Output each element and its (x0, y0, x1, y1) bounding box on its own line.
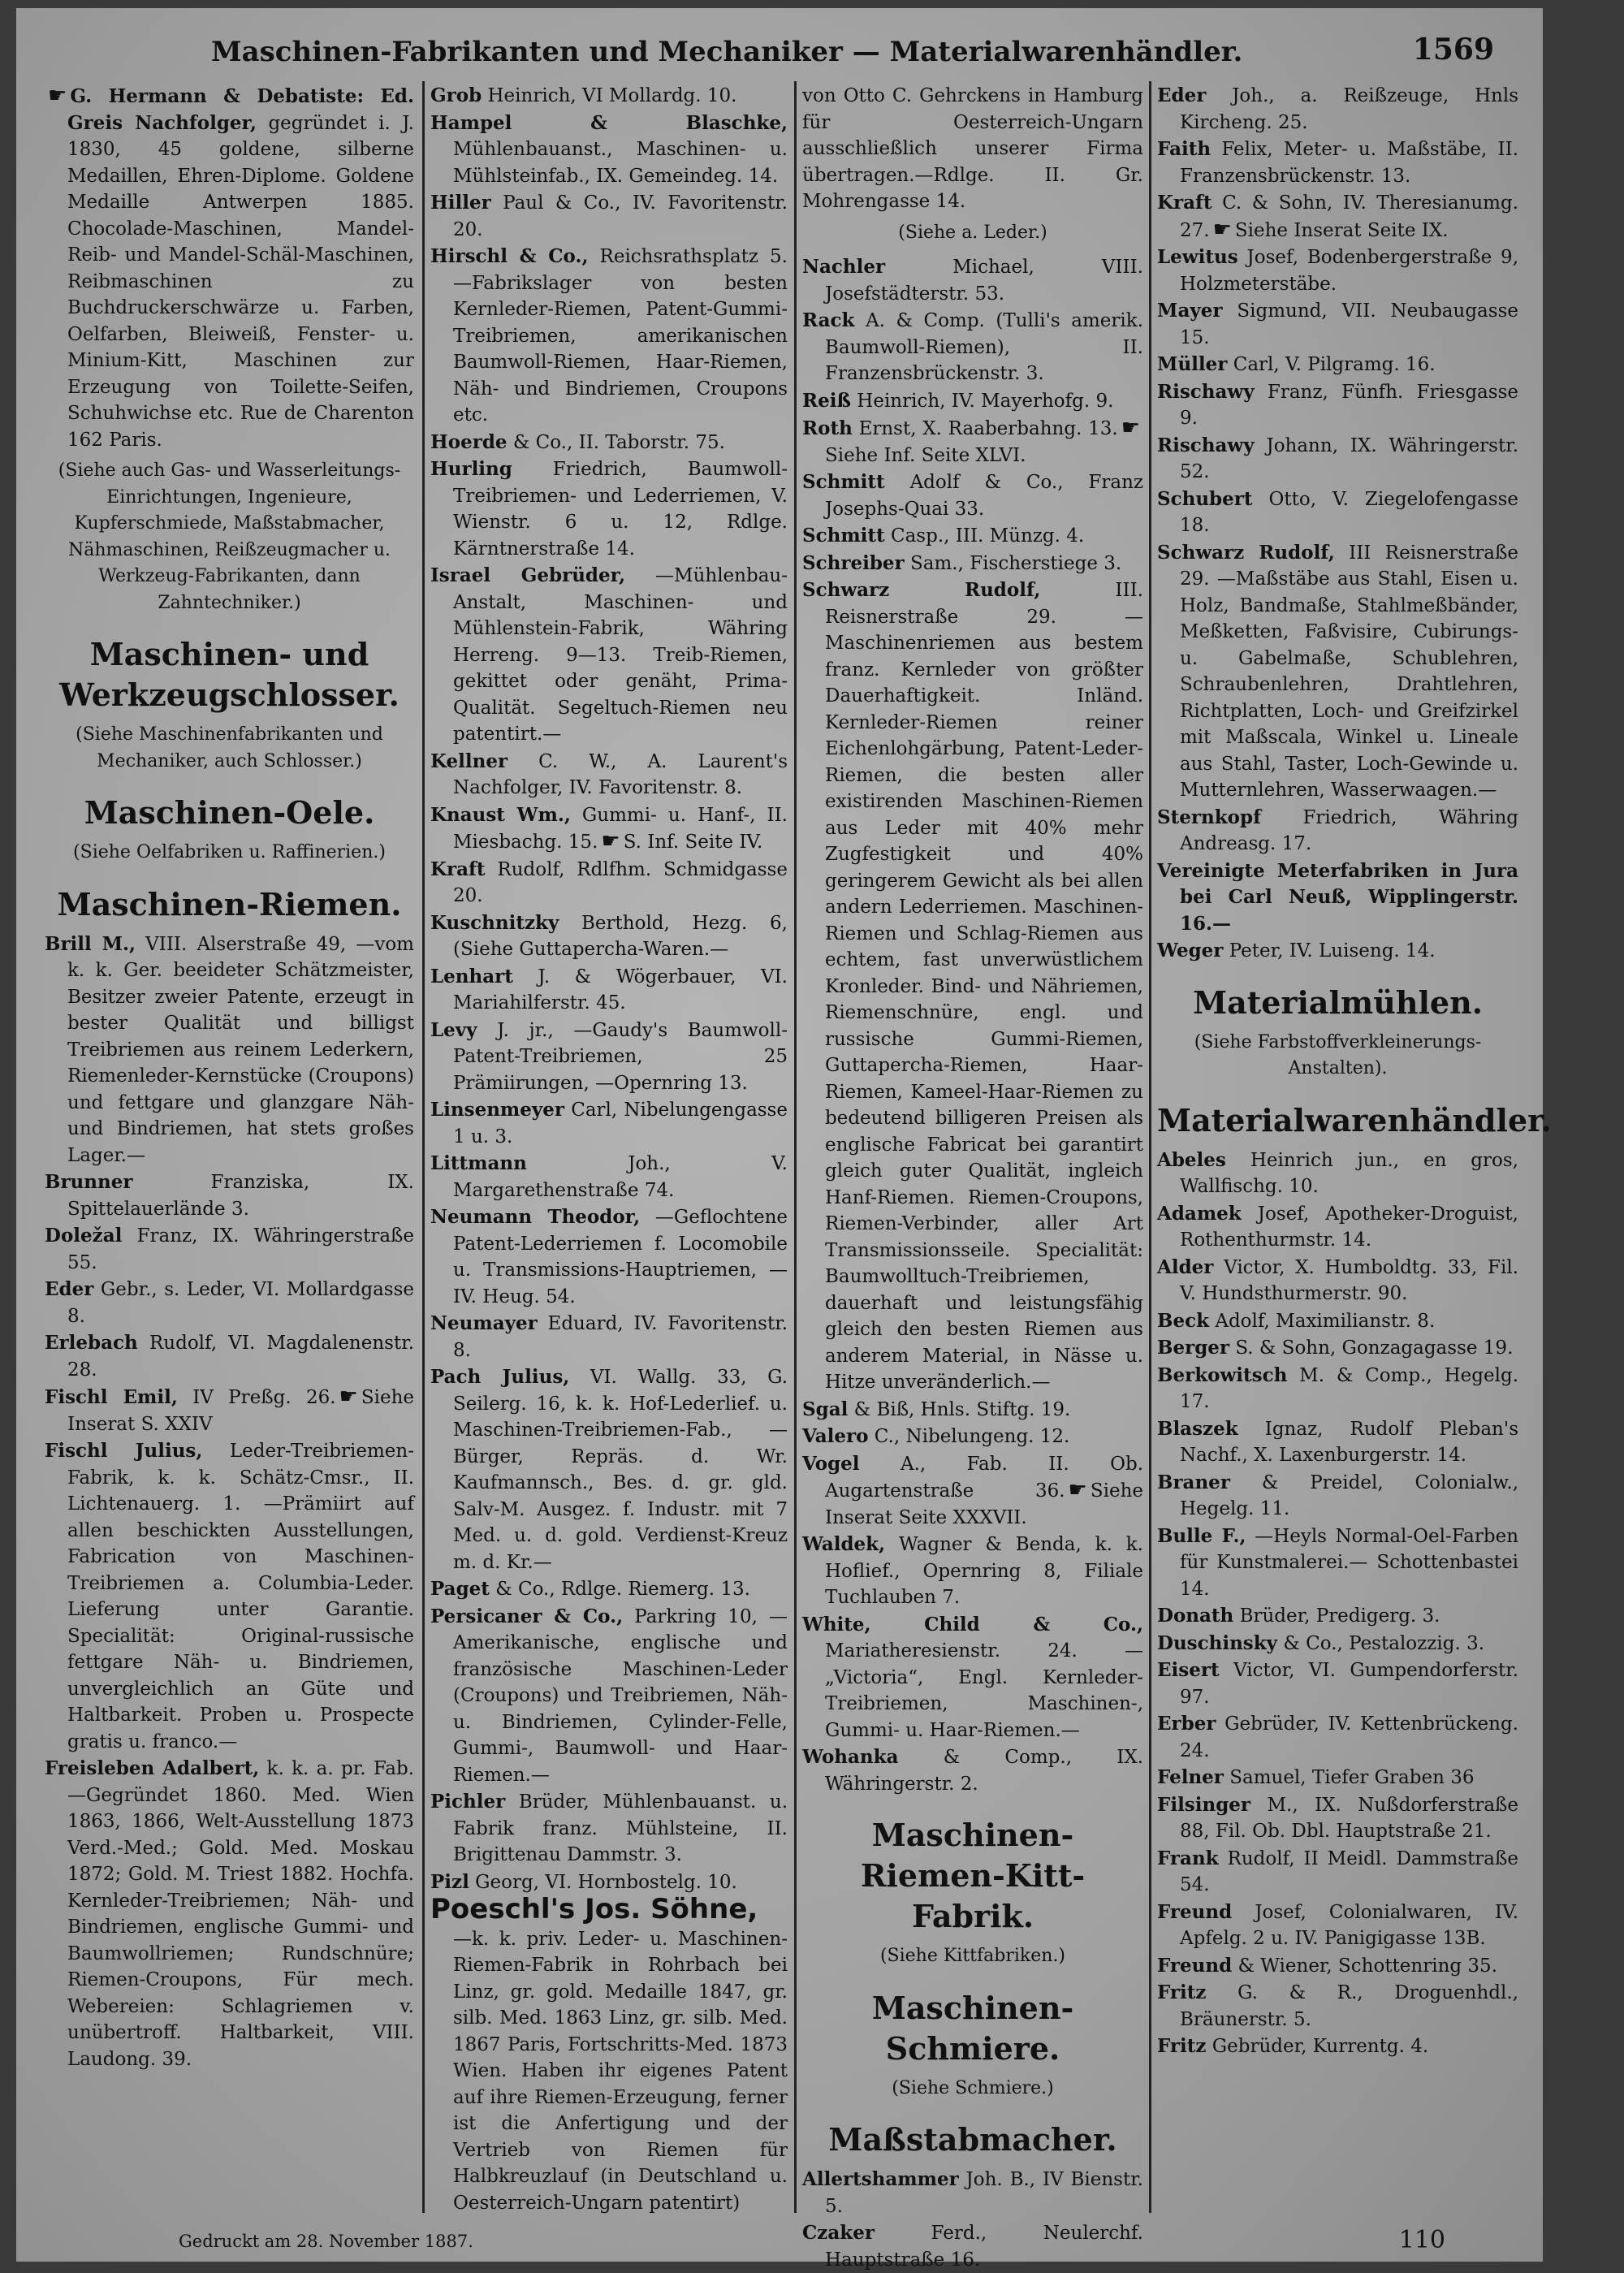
directory-entry (430, 910, 788, 963)
entry-details: Wagner & Benda, k. k. Hoflief., Opernring 8, Filiale Tuchlauben 7. (825, 1534, 1143, 1608)
entry-details: —Mühlenbau-Anstalt, Maschinen- und Mühlenstein-Fabrik, Währing Herreng. 9—13. Treib-Riemen, gekittet oder genäht, Prima-Qualität. Segeltuch-Riemen neu patentirt.— (453, 565, 788, 745)
directory-entry (1157, 298, 1518, 351)
entry-name: Lenhart (430, 965, 513, 987)
entry-name: Wohanka (802, 1746, 899, 1768)
directory-entry (1157, 858, 1518, 938)
advert-reference: Siehe Inserat Seite IX. (1234, 219, 1449, 241)
section-heading: Maschinen- und Werkzeugschlosser. (59, 636, 400, 713)
pointing-hand-icon: ☛ (1212, 217, 1232, 242)
directory-entry (45, 83, 414, 453)
page-header (16, 32, 1543, 81)
directory-entry (430, 1204, 788, 1310)
advert-reference: Siehe Inf. Seite XLVI. (825, 444, 1026, 466)
entry-details: Gummi- u. Hanf-, II. Miesbachg. 15. (453, 804, 788, 853)
directory-entry (1157, 190, 1518, 244)
entry-name: Sgal (802, 1398, 849, 1420)
directory-entry (1157, 1603, 1518, 1630)
entry-details: & Co., II. Taborstr. 75. (512, 431, 725, 453)
directory-entry (1157, 1792, 1518, 1845)
directory-entry (802, 254, 1143, 307)
entry-name: Erlebach (45, 1332, 138, 1354)
entry-name: Linsenmeyer (430, 1099, 565, 1121)
entry-details: Sigmund, VII. Neubaugasse 15. (1180, 300, 1518, 348)
entry-name: Müller (1157, 353, 1228, 375)
entry-details: Otto, V. Ziegelofengasse 18. (1180, 488, 1518, 536)
directory-entry (1157, 433, 1518, 486)
entry-name: Abeles (1157, 1148, 1226, 1171)
entry-name: Doležal (45, 1225, 123, 1247)
entry-name: Berger (1157, 1337, 1230, 1359)
entry-details: Gebrüder, Kurrentg. 4. (1212, 2036, 1429, 2057)
directory-entry (802, 1532, 1143, 1611)
section-heading: Maschinen-Oele. (84, 794, 375, 831)
pointing-hand-icon: ☛ (1068, 1478, 1087, 1502)
directory-entry (430, 244, 788, 429)
entry-name: Felner (1157, 1766, 1224, 1788)
entry-details: VIII. Alserstraße 49, —vom k. k. Ger. beeideter Schätzmeister, Besitzer zweier Patente, erzeugt in bester Qualität und billigst Treibriemen aus reinem Lederkern, Riemenleder-Kernstücke (Croupons) und fettgare und glanzgare Näh- und Bindriemen, hat stets großes Lager.— (67, 933, 414, 1166)
entry-details: S. & Sohn, Gonzagagasse 19. (1235, 1337, 1514, 1359)
column-divider (1149, 81, 1151, 2213)
entry-details: Johann, IX. Währingerstr. 52. (1180, 434, 1518, 482)
entry-details: Paul & Co., IV. Favoritenstr. 20. (453, 192, 788, 240)
entry-name: Lewitus (1157, 246, 1238, 268)
directory-entry (802, 577, 1143, 1396)
entry-details: Mühlenbauanst., Maschinen- u. Mühlsteinfab., IX. Gemeindeg. 14. (453, 139, 788, 187)
directory-entry (430, 456, 788, 562)
entry-details: Casp., III. Münzg. 4. (890, 525, 1085, 547)
entry-name: Duschinsky (1157, 1631, 1278, 1654)
entry-name: Vogel (802, 1452, 860, 1475)
entry-name: Bulle F., (1157, 1524, 1246, 1547)
entry-details: Brüder, Mühlenbauanst. u. Fabrik franz. Mühlsteine, II. Brigittenau Dammstr. 3. (453, 1791, 788, 1865)
entry-details: A., Fab. II. Ob. Augartenstraße 36. (825, 1453, 1144, 1502)
directory-entry (1157, 938, 1518, 965)
column-4 (1157, 83, 1552, 2206)
directory-entry (802, 388, 1143, 415)
pointing-hand-icon: ☛ (48, 84, 67, 108)
directory-entry (802, 2167, 1143, 2219)
entry-details: Joh., V. Margarethenstraße 74. (453, 1153, 788, 1201)
entry-details: Adolf & Co., Franz Josephs-Quai 33. (825, 472, 1143, 520)
entry-name: Faith (1157, 138, 1212, 160)
page-number: 1569 (1412, 32, 1494, 67)
pointing-hand-icon: ☛ (1121, 416, 1140, 440)
pointing-hand-icon: ☛ (339, 1385, 358, 1409)
directory-entry (45, 1330, 414, 1383)
directory-entry (1157, 83, 1518, 136)
entry-details: Friedrich, Baumwoll-Treibriemen- und Lederriemen, V. Wienstr. 6 u. 12, Rdlge. Kärntnerstraße 14. (453, 459, 788, 560)
entry-details: Victor, X. Humboldtg. 33, Fil. V. Hundsthurmerstr. 90. (1180, 1256, 1519, 1304)
advert-reference: Siehe Inserat S. XXIV (67, 1387, 414, 1435)
entry-details: Franz, IX. Währingerstraße 55. (67, 1225, 415, 1273)
directory-entry (45, 1277, 414, 1329)
entry-details: Eduard, IV. Favoritenstr. 8. (453, 1313, 788, 1361)
directory-entry (802, 469, 1143, 522)
entry-details: Rudolf, Rdlfhm. Schmidgasse 20. (453, 858, 788, 906)
entry-name: Neumann Theodor, (430, 1206, 641, 1228)
entry-details: Peter, IV. Luiseng. 14. (1229, 940, 1436, 961)
column-1 (45, 83, 414, 2206)
directory-entry (1157, 1980, 1518, 2033)
directory-entry (802, 1397, 1143, 1424)
entry-details: Reichsrathsplatz 5. —Fabrikslager von besten Kernleder-Riemen, Patent-Gummi-Treibriemen, amerikanischen Baumwoll-Riemen, Haar-Riemen, Näh- und Bindriemen, Croupons etc. (453, 246, 788, 426)
directory-entry (45, 1756, 414, 2072)
entry-details: & Comp., IX. Währingerstr. 2. (825, 1747, 1144, 1795)
entry-details: Friedrich, Währing Andreasg. 17. (1180, 806, 1518, 854)
entry-name: Waldek, (802, 1533, 886, 1555)
entry-details: Leder-Treibriemen-Fabrik, k. k. Schätz-Cmsr., II. Lichtenauerg. 1. —Prämiirt auf allen beschickten Ausstellungen, Fabrication von Maschinen-Treibriemen a. Columbia-Leder. Lieferung unter Garantie. Specialität: Original-russische fettgare Näh- u. Bindriemen, unvergleichlich an Güte und Haltbarkeit. Proben u. Prospecte gratis u. franco.— (67, 1441, 415, 1752)
directory-entry (802, 1744, 1143, 1797)
directory-entry (430, 749, 788, 802)
entry-details: III. Reisnerstraße 29. —Maschinenriemen aus bestem franz. Kernleder von größter Dauerhaftigkeit. Inländ. Kernleder-Riemen reiner Eichenlohgärbung, Patent-Leder-Riemen, die besten aller existirenden Maschinen-Riemen aus Leder mit 40% mehr Zugfestigkeit und 40% geringerem Gewicht als bei allen andern Lederriemen. Maschinen-Riemen und Schlag-Riemen aus echtem, fast unverwüstlichem Kronleder. Bind- und Nähriemen, Riemenschnüre, engl. und russische Gummi-Riemen, Guttapercha-Riemen, Haar-Riemen, Kameel-Haar-Riemen zu bedeutend billigeren Preisen als englische Fabricat bei garantirt gleich guter Qualität, ingleich Hanf-Riemen. Riemen-Croupons, Riemen-Verbinder, aller Art Transmissionsseile. Specialität: Baumwolltuch-Treibriemen, dauerhaft und leistungsfähig gleich den besten Riemen aus anderem Material, in Nässe u. Hitze unveränderlich.— (825, 580, 1143, 1393)
section-heading: Maschinen-Schmiere. (871, 1989, 1074, 2067)
entry-name: Hampel & Blaschke, (430, 111, 788, 134)
directory-entry (430, 430, 788, 456)
entry-details: Georg, VI. Hornbostelg. 10. (475, 1871, 737, 1893)
entry-details: gegründet i. J. 1830, 45 goldene, silberne Medaillen, Ehren-Diplome. Goldene Medaille Antwerpen 1885. Chocolade-Maschinen, Mandel-Reib- und Mandel-Schäl-Maschinen, Reibmaschinen zu Buchdruckerschwärze u. Farben, Oelfarben, Bleiweiß, Fenster- u. Minium-Kitt, Maschinen zur Erzeugung von Toilette-Seifen, Schuhwichse etc. Rue de Charenton 162 Paris. (67, 112, 414, 451)
entry-details: Sam., Fischerstiege 3. (909, 552, 1122, 574)
entry-details: Michael, VIII. Josefstädterstr. 53. (825, 257, 1143, 305)
directory-entry (430, 1576, 788, 1603)
entry-name: Czaker (802, 2222, 875, 2244)
entry-details: —k. k. priv. Leder- u. Maschinen-Riemen-Fabrik in Rohrbach bei Linz, gr. gold. Medaille 1847, gr. silb. Med. 1863 Linz, gr. silb. Med. 1867 Paris, Fortschritts-Med. 1873 Wien. Haben ihr eigenes Patent auf ihre Riemen-Erzeugung, ferner ist die Anfertigung und der Vertrieb von Riemen für Halbkreuzlauf (in Deutschland u. Oesterreich-Ungarn patentirt) (453, 1928, 788, 2214)
directory-entry (45, 1384, 414, 1437)
directory-entry (430, 964, 788, 1017)
entry-details: VI. Wallg. 33, G. Seilerg. 16, k. k. Hof-Lederlief. u. Maschinen-Treibriemen-Fab., —Bürger, Repräs. d. Wr. Kaufmannsch., Bes. d. gr. gld. Salv-M. Ausgez. f. Industr. mit 7 Med. u. d. gold. Verdienst-Kreuz m. d. Kr.— (453, 1367, 788, 1573)
cross-reference-note: (Siehe Oelfabriken u. Raffinerien.) (73, 842, 386, 862)
directory-entry (1157, 1201, 1518, 1254)
directory-entry (430, 1869, 788, 1896)
directory-entry (1157, 244, 1518, 297)
entry-details: Franziska, IX. Spittelauerlände 3. (67, 1172, 414, 1220)
entry-details: Carl, Nibelungengasse 1 u. 3. (453, 1100, 788, 1147)
entry-details: C. & Sohn, IV. Theresianumg. 27. (1180, 192, 1519, 241)
entry-name: Sternkopf (1157, 806, 1261, 828)
entry-details: Franz, Fünfh. Friesgasse 9. (1180, 381, 1518, 429)
entry-details: M. & Comp., Hegelg. 17. (1180, 1364, 1518, 1412)
directory-entry (45, 931, 414, 1169)
directory-entry (430, 190, 788, 243)
section-heading: Maschinen-Riemen. (57, 885, 402, 923)
cross-reference-note: (Siehe Schmiere.) (892, 2077, 1054, 2098)
directory-entry (1157, 1308, 1518, 1335)
entry-details: Mariatheresienstr. 24. —„Victoria“, Engl. Kernleder-Treibriemen, Maschinen-, Gummi- u. Haar-Riemen.— (825, 1640, 1143, 1741)
entry-name: Nachler (802, 256, 886, 278)
entry-details: J. jr., —Gaudy's Baumwoll-Patent-Treibriemen, 25 Prämiirungen, —Opernring 13. (453, 1019, 788, 1094)
entry-name: Levy (430, 1018, 477, 1041)
directory-entry (430, 1018, 788, 1097)
section-heading: Maschinen-Riemen-Kitt-Fabrik. (860, 1817, 1086, 1934)
entry-details: Rudolf, VI. Magdalenenstr. 28. (67, 1333, 414, 1381)
entry-name: Freisleben Adalbert, (45, 1757, 260, 1779)
entry-name: Schwarz Rudolf, (1157, 541, 1335, 564)
entry-name: Eder (45, 1278, 94, 1300)
directory-entry (430, 802, 788, 856)
directory-entry (1157, 1846, 1518, 1899)
entry-details: Berthold, Hezg. 6, (Siehe Guttapercha-Waren.— (453, 912, 788, 960)
entry-name: Knaust Wm., (430, 803, 571, 826)
entry-name: Blaszek (1157, 1417, 1238, 1440)
entry-details: k. k. a. pr. Fab. —Gegründet 1860. Med. Wien 1863, 1866, Welt-Ausstellung 1873 Verd.-Med.; Gold. Med. Moskau 1872; Gold. M. Triest 1882. Hochfa. Kernleder-Treibriemen; Näh- und Bindriemen, englische Gummi- und Baumwollriemen; Rundschnüre; Riemen-Croupons, Für mech. Webereien: Schlagriemen v. unübertroff. Haltbarkeit, VIII. Laudong. 39. (67, 1758, 414, 2070)
entry-name: Rack (802, 309, 855, 331)
section-heading: Materialmühlen. (1193, 983, 1483, 1021)
directory-entry (45, 1438, 414, 1755)
entry-details: Heinrich, VI Mollardg. 10. (487, 85, 737, 106)
directory-entry (1157, 379, 1518, 432)
entry-details: Rudolf, II Meidl. Dammstraße 54. (1180, 1847, 1518, 1895)
entry-details: Samuel, Tiefer Graben 36 (1229, 1767, 1475, 1788)
entry-name: Hirschl & Co., (430, 245, 589, 267)
directory-entry (1157, 352, 1518, 378)
entry-name: Berkowitsch (1157, 1363, 1288, 1386)
entry-details: & Co., Rdlge. Riemerg. 13. (495, 1579, 750, 1600)
entry-name: Schmitt (802, 471, 885, 493)
directory-entry (1157, 1523, 1518, 1603)
entry-name: Paget (430, 1578, 490, 1600)
directory-entry (802, 2220, 1143, 2273)
entry-details: Brüder, Predigerg. 3. (1239, 1605, 1440, 1627)
entry-name: Persicaner & Co., (430, 1605, 624, 1627)
entry-name: Hiller (430, 192, 491, 214)
print-date: Gedruckt am 28. November 1887. (179, 2232, 473, 2251)
advert-reference: Siehe Inserat Seite XXXVII. (825, 1480, 1143, 1528)
directory-entry (1157, 1631, 1518, 1657)
entry-name: Frank (1157, 1847, 1219, 1869)
directory-entry (1157, 1416, 1518, 1469)
entry-name: Erber (1157, 1713, 1216, 1735)
entry-name: Schmitt (802, 525, 885, 547)
entry-details: Victor, VI. Gumpendorferstr. 97. (1180, 1660, 1519, 1708)
cross-reference-note: (Siehe Maschinenfabrikanten und Mechaniker, auch Schlosser.) (76, 724, 383, 771)
entry-name: Alder (1157, 1255, 1214, 1278)
entry-name: Kraft (1157, 192, 1212, 214)
entry-name: Rischawy (1157, 380, 1255, 403)
continued-entry-text: von Otto C. Gehrckens in Hamburg für Oesterreich-Ungarn ausschließlich unserer Firma übertragen.—Rdlge. II. Gr. Mohrengasse 14. (802, 85, 1143, 212)
entry-name: Brunner (45, 1171, 133, 1193)
entry-name: Braner (1157, 1471, 1230, 1493)
directory-entry (430, 857, 788, 910)
cross-reference-note: (Siehe auch Gas- und Wasserleitungs-Einrichtungen, Ingenieure, Kupferschmiede, Maßstabmacher, Nähmaschinen, Reißzeugmacher u. Werkzeug-Fabrikanten, dann Zahntechniker.) (58, 460, 401, 613)
entry-name: Kellner (430, 750, 508, 772)
directory-entry (430, 563, 788, 748)
directory-entry (430, 1604, 788, 1789)
directory-entry (1157, 1255, 1518, 1307)
entry-name: Adamek (1157, 1202, 1242, 1225)
directory-entry (45, 1169, 414, 1222)
entry-name: Allertshammer (802, 2168, 959, 2190)
directory-entry (1157, 1470, 1518, 1523)
column-divider (794, 81, 797, 2213)
directory-entry (802, 1612, 1143, 1744)
entry-name: Eder (1157, 84, 1207, 106)
entry-details: Josef, Bodenbergerstraße 9, Holzmeterstäbe. (1180, 247, 1519, 295)
entry-details: Joh. B., IV Bienstr. 5. (825, 2169, 1143, 2217)
entry-name: Hoerde (430, 430, 508, 453)
directory-entry (430, 110, 788, 190)
entry-name: Eisert (1157, 1659, 1220, 1681)
cross-reference-note: (Siehe Kittfabriken.) (879, 1946, 1066, 1966)
entry-details: Parkring 10, —Amerikanische, englische und französische Maschinen-Leder (Croupons) und Treibriemen, Näh- u. Bindriemen, Cylinder-Felle, Gummi-, Baumwoll- und Haar-Riemen.— (453, 1605, 788, 1786)
directory-entry (802, 1451, 1143, 1532)
entry-details: C. W., A. Laurent's Nachfolger, IV. Favoritenstr. 8. (453, 750, 788, 798)
entry-details: Heinrich jun., en gros, Wallfischg. 10. (1180, 1149, 1518, 1197)
entry-name: Hurling (430, 458, 512, 480)
entry-details: & Co., Pestalozzig. 3. (1283, 1632, 1485, 1654)
entry-details: Gebr., s. Leder, VI. Mollardgasse 8. (67, 1279, 415, 1327)
entry-name: Schreiber (802, 551, 905, 574)
advert-reference: S. Inf. Seite IV. (623, 832, 763, 853)
entry-name: Valero (802, 1425, 869, 1447)
entry-name: Schwarz Rudolf, (802, 579, 1041, 601)
entry-name: Reiß (802, 389, 851, 412)
directory-entry (430, 1789, 788, 1869)
cross-reference-note: (Siehe Farbstoffverkleinerungs-Anstalten). (1194, 1031, 1482, 1078)
directory-entry (430, 83, 788, 110)
entry-details: & Preidel, Colonialw., Hegelg. 11. (1180, 1471, 1519, 1519)
entry-details: Adolf, Maximilianstr. 8. (1215, 1310, 1436, 1332)
entry-details: Ferd., Neulerchf. Hauptstraße 16. (825, 2223, 1143, 2271)
directory-entry (1157, 1363, 1518, 1415)
directory-entry (1157, 1711, 1518, 1764)
directory-entry (430, 1151, 788, 1203)
entry-details: Gebrüder, IV. Kettenbrückeng. 24. (1180, 1713, 1518, 1761)
entry-name: Fritz (1157, 1981, 1207, 2003)
entry-name: Freund (1157, 1954, 1233, 1977)
entry-name: Roth (802, 417, 853, 439)
entry-name: Freund (1157, 1900, 1233, 1923)
entry-details: Ernst, X. Raaberbahng. 13. (858, 418, 1118, 439)
directory-entry (430, 1311, 788, 1363)
directory-entry (802, 551, 1143, 577)
section-heading: Materialwarenhändler. (1157, 1101, 1552, 1139)
entry-name: Kraft (430, 858, 486, 880)
entry-name: Rischawy (1157, 434, 1255, 456)
entry-details: Josef, Apotheker-Droguist, Rothenthurmstr. 14. (1180, 1203, 1518, 1251)
directory-entry (802, 308, 1143, 387)
entry-details: —Geflochtene Patent-Lederriemen f. Locomobile u. Transmissions-Hauptriemen, —IV. Heug. 54. (453, 1207, 788, 1307)
entry-name: Kuschnitzky (430, 911, 559, 934)
entry-details: III Reisnerstraße 29. —Maßstäbe aus Stahl, Eisen u. Holz, Bandmaße, Stahlmeßbänder, Meßketten, Faßvisire, Cubirungs- u. Gabelmaße, Schublehren, Schraubenlehren, Drahtlehren, Richtplatten, Loch- und Greifzirkel mit Maßscala, Winkel u. Lineale aus Stahl, Taster, Loch-Gewinde u. Mutternlehren, Wasserwaagen.— (1180, 542, 1518, 801)
entry-name: Mayer (1157, 300, 1223, 322)
entry-details: Carl, V. Pilgramg. 16. (1233, 354, 1436, 375)
section-heading: Maßstabmacher. (828, 2121, 1117, 2158)
entry-name: Filsinger (1157, 1793, 1251, 1816)
entry-details: Felix, Meter- u. Maßstäbe, II. Franzensbrückenstr. 13. (1180, 139, 1519, 187)
directory-entry (802, 415, 1143, 469)
entry-details: C., Nibelungeng. 12. (874, 1426, 1070, 1447)
sheet-number: 110 (1398, 2226, 1445, 2254)
directory-entry (802, 1424, 1143, 1450)
cross-reference-note: (Siehe a. Leder.) (898, 222, 1047, 243)
entry-name: G. Hermann & Debatiste: Ed. Greis Nachfolger, (67, 85, 414, 134)
directory-entry (1157, 1953, 1518, 1980)
directory-entry (1157, 1765, 1518, 1791)
entry-details: & Biß, Hnls. Stiftg. 19. (853, 1398, 1071, 1420)
directory-entry (1157, 136, 1518, 189)
directory-entry (1157, 1147, 1518, 1200)
entry-details: —Heyls Normal-Oel-Farben für Kunstmalerei.— Schottenbastei 14. (1180, 1525, 1519, 1600)
directory-entry (1157, 486, 1518, 539)
entry-details: & Wiener, Schottenring 35. (1237, 1955, 1497, 1977)
running-title: Maschinen-Fabrikanten und Mechaniker — Materialwarenhändler. (211, 36, 1243, 68)
entry-name: Schubert (1157, 487, 1253, 510)
directory-entry (1157, 1899, 1518, 1952)
entry-name: Vereinigte Meterfabriken in Jura bei Carl Neuß, Wipplingerstr. 16.— (1157, 859, 1518, 935)
column-3 (802, 83, 1144, 2271)
directory-entry (1157, 2033, 1518, 2060)
directory-entry (430, 1097, 788, 1150)
entry-details: A. & Comp. (Tulli's amerik. Baumwoll-Riemen), II. Franzensbrückenstr. 3. (825, 310, 1144, 384)
entry-name: Pichler (430, 1791, 506, 1813)
entry-name: Brill M., (45, 932, 136, 955)
directory-entry (802, 523, 1143, 550)
entry-name: Fischl Julius, (45, 1440, 203, 1462)
entry-details: M., IX. Nußdorferstraße 88, Fil. Ob. Dbl. Hauptstraße 21. (1180, 1794, 1519, 1842)
column-divider (422, 81, 425, 2213)
entry-name: Pizl (430, 1870, 469, 1893)
entry-name: Poeschl's Jos. Söhne, (430, 1893, 758, 1925)
directory-entry (1157, 540, 1518, 804)
entry-name: Pach Julius, (430, 1366, 570, 1388)
directory-entry (1157, 1657, 1518, 1710)
entry-name: Israel Gebrüder, (430, 564, 626, 586)
column-2 (430, 83, 788, 2214)
entry-name: White, Child & Co., (802, 1613, 1143, 1636)
entry-details: IV Preßg. 26. (192, 1387, 336, 1408)
entry-details: J. & Wögerbauer, VI. Mariahilferstr. 45. (453, 966, 788, 1013)
entry-name: Donath (1157, 1605, 1234, 1627)
entry-name: Neumayer (430, 1312, 538, 1334)
directory-entry (430, 1893, 788, 2216)
entry-name: Grob (430, 84, 482, 106)
entry-name: Weger (1157, 940, 1224, 961)
entry-name: Fischl Emil, (45, 1386, 178, 1408)
entry-name: Littmann (430, 1152, 527, 1174)
pointing-hand-icon: ☛ (601, 829, 620, 853)
entry-name: Beck (1157, 1309, 1210, 1332)
entry-details: Heinrich, IV. Mayerhofg. 9. (857, 390, 1114, 412)
entry-details: Josef, Colonialwaren, IV. Apfelg. 2 u. IV. Panigigasse 13B. (1180, 1901, 1519, 1949)
entry-details: Joh., a. Reißzeuge, Hnls Kircheng. 25. (1180, 85, 1518, 133)
directory-entry (430, 1364, 788, 1575)
directory-entry (1157, 1335, 1518, 1362)
entry-details: Ignaz, Rudolf Pleban's Nachf., X. Laxenburgerstr. 14. (1180, 1418, 1518, 1466)
entry-details: G. & R., Droguenhdl., Bräunerstr. 5. (1180, 1982, 1518, 2030)
entry-name: Fritz (1157, 2035, 1207, 2057)
directory-entry (45, 1223, 414, 1276)
directory-page (16, 8, 1552, 2271)
directory-entry (1157, 805, 1518, 858)
